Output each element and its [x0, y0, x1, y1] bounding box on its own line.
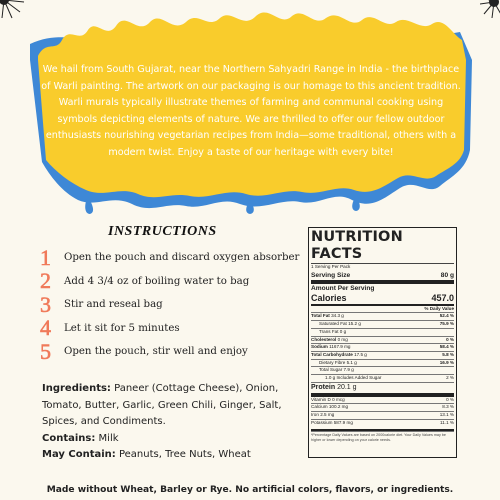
nutrient-dv: 58.4 %	[439, 344, 454, 350]
nutrient-dv: 0 %	[446, 336, 454, 342]
step-number: 3	[40, 291, 51, 317]
nutrient-amount: 7.9 g	[343, 367, 354, 373]
brand-story	[40, 62, 462, 162]
sun-icon-right	[480, 0, 500, 20]
nutrient-row	[311, 320, 454, 328]
protein-label: Protein	[311, 383, 336, 391]
step-text: Let it sit for 5 minutes	[64, 322, 180, 334]
instruction-step	[40, 293, 308, 317]
nutrient-dv: 52.4 %	[439, 313, 454, 319]
step-number: 5	[40, 338, 51, 364]
servings-per-pack: 1 Serving Per Pack	[311, 264, 351, 269]
nutrient-amount: 15.2 g	[348, 321, 361, 327]
nutrient-row	[311, 366, 454, 374]
vitamin-label: Calcium	[311, 404, 328, 410]
vitamin-label: Iron	[311, 412, 319, 418]
may-contain-value: Peanuts, Tree Nuts, Wheat	[115, 449, 251, 461]
instruction-step	[40, 317, 308, 341]
story-line: of Warli painting. The artwork on our packaging is our homage to this ancient tradition.	[41, 80, 461, 92]
story-line: We hail from South Gujarat, near the Northern Sahyadri Range in India - the birthplace	[42, 64, 460, 75]
dv-header: % Daily Value	[424, 305, 454, 311]
may-contain-line	[42, 447, 312, 464]
ingredients-line	[42, 381, 312, 398]
nutrient-row	[311, 351, 454, 359]
calories-row	[311, 293, 454, 304]
nutrient-label: Cholesterol	[311, 336, 337, 342]
nutrient-label: Total Fat	[311, 313, 330, 319]
vitamin-dv: 11.1 %	[440, 419, 454, 425]
vitamin-row	[311, 411, 454, 419]
step-text: Stir and reseal bag	[64, 299, 163, 311]
ingredients-text: Paneer (Cottage Cheese), Onion,	[110, 383, 279, 394]
nutrient-label: Dietary Fibre	[319, 359, 346, 365]
protein-row	[311, 382, 454, 393]
nutrient-label: 1.0 g Includes Added Sugar	[325, 375, 382, 381]
vitamin-label: Vitamin D	[311, 396, 331, 402]
nutrient-dv: 5.8 %	[442, 351, 454, 357]
vitamin-dv: 0 %	[446, 396, 454, 402]
nutrient-label: Sodium	[311, 344, 328, 350]
step-number: 1	[40, 244, 51, 270]
nutrient-dv: 16.9 %	[439, 359, 454, 365]
nutrition-title: NUTRITION FACTS	[311, 229, 403, 262]
contains-label: Contains:	[42, 432, 96, 444]
ingredients-line: Spices, and Condiments.	[42, 416, 166, 428]
nutrient-label: Trans Fat	[319, 328, 339, 334]
story-line: symbols depicting elements of nature. We are thrilled to offer our fellow outdoor	[57, 113, 445, 125]
vitamin-row	[311, 397, 454, 404]
ingredients-line: Tomato, Butter, Garlic, Green Chili, Ginger, Salt,	[42, 399, 282, 411]
instruction-step	[40, 270, 308, 294]
nutrient-amount: 0 g	[339, 328, 347, 334]
step-text: Open the pouch and discard oxygen absorber	[64, 252, 300, 264]
calories-value: 457.0	[431, 292, 454, 303]
vitamin-amount: 0 mcg	[332, 396, 345, 402]
nutrient-row	[311, 374, 454, 382]
vitamin-label: Potassium	[311, 419, 333, 425]
story-line: modern twist. Enjoy a taste of our heritage with every bite!	[108, 146, 394, 158]
vitamin-row	[311, 403, 454, 411]
ingredients-block	[42, 381, 312, 464]
daily-value-note: *Percentage Daily Values are based on 2000calorie diet. Your Daily Values may be higher or lower depending on your calorie needs.	[311, 431, 454, 443]
nutrient-row	[311, 328, 454, 336]
calories-label: Calories	[311, 292, 347, 303]
daily-value-header	[311, 306, 454, 313]
contains-line	[42, 431, 312, 448]
serving-size-value: 80 g	[440, 271, 454, 279]
vitamin-amount: 2.5 mg	[320, 412, 335, 418]
nutrition-facts-panel	[308, 227, 457, 458]
nutrient-amount: 1167.9 mg	[329, 344, 351, 350]
contains-value: Milk	[95, 432, 119, 444]
vitamin-amount: 100.2 mg	[328, 404, 349, 410]
nutrient-label: Total Carbohydrate	[311, 351, 353, 357]
instructions-steps	[40, 246, 308, 364]
serving-size-label: Serving Size	[311, 271, 351, 279]
step-number: 4	[40, 315, 51, 341]
step-text: Add 4 3/4 oz of boiling water to bag	[64, 275, 250, 287]
nutrient-row	[311, 343, 454, 351]
nutrient-dv: 2 %	[446, 375, 454, 381]
step-number: 2	[40, 268, 51, 294]
story-line: enthusiasts nourishing vegetarian recipes from India—some traditional, others with a	[45, 130, 457, 142]
nutrient-row	[311, 312, 454, 320]
step-text: Open the pouch, stir well and enjoy	[64, 346, 248, 358]
footer-claim: Made without Wheat, Barley or Rye. No artificial colors, flavors, or ingredients.	[46, 485, 454, 495]
nutrient-dv: 75.9 %	[439, 321, 454, 327]
vitamin-dv: 8.3 %	[442, 404, 454, 410]
may-contain-label: May Contain:	[42, 449, 116, 461]
nutrient-amount: 0 mg	[337, 336, 348, 342]
nutrient-amount: 5.1 g	[346, 359, 357, 365]
nutrient-row	[311, 336, 454, 344]
vitamin-amount: 587.9 mg	[333, 419, 353, 425]
nutrient-label: Total Sugar	[319, 367, 343, 373]
nutrient-amount: 17.5 g	[354, 351, 367, 357]
story-line: Warli murals typically illustrate themes of farming and communal cooking using	[58, 97, 444, 109]
nutrient-amount: 34.3 g	[331, 313, 344, 319]
amount-per-serving: Amount Per Serving	[311, 284, 375, 292]
sun-icon	[0, 0, 28, 20]
protein-value: 20.1 g	[337, 383, 357, 391]
ingredients-label: Ingredients:	[42, 383, 111, 394]
instruction-step	[40, 246, 308, 270]
instruction-step	[40, 340, 308, 364]
vitamin-row	[311, 419, 454, 427]
serving-size-row	[311, 271, 454, 280]
instructions-title: INSTRUCTIONS	[108, 224, 217, 239]
vitamin-dv: 13.1 %	[439, 412, 454, 418]
nutrient-row	[311, 359, 454, 367]
nutrient-label: Saturated Fat	[319, 321, 347, 327]
